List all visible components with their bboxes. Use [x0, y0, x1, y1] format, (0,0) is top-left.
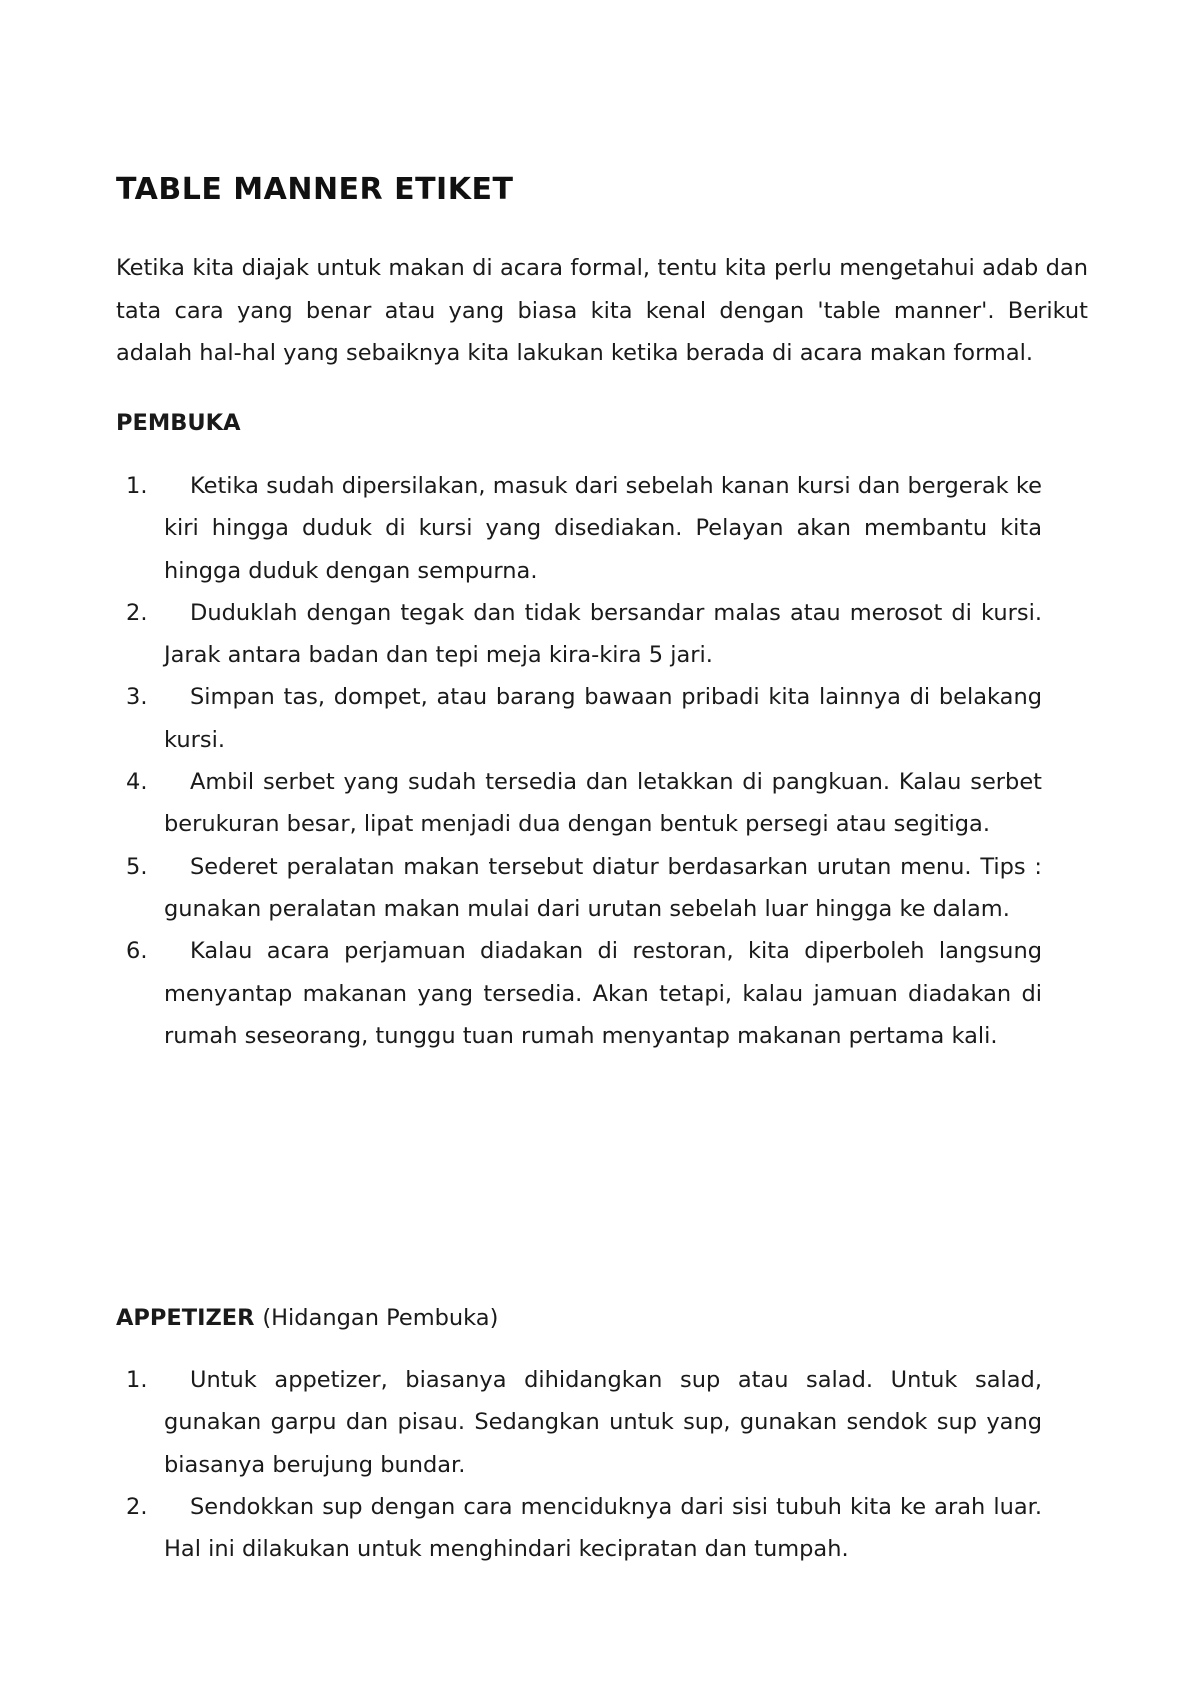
list-item-number: 1.	[126, 1367, 148, 1393]
document-title: TABLE MANNER ETIKET	[116, 172, 514, 207]
list-item	[116, 1486, 1042, 1571]
list-item-text: Simpan tas, dompet, atau barang bawaan pribadi kita lainnya di belakang kursi.	[164, 684, 1042, 753]
list-item	[116, 930, 1042, 1057]
section-heading-label: PEMBUKA	[116, 410, 241, 436]
list-item-number: 5.	[126, 853, 148, 880]
list-item-text: Untuk appetizer, biasanya dihidangkan sup atau salad. Untuk salad, gunakan garpu dan pisau. Sedangkan untuk sup, gunakan sendok sup yang biasanya berujung bundar.	[164, 1367, 1042, 1478]
intro-paragraph: Ketika kita diajak untuk makan di acara formal, tentu kita perlu mengetahui adab dan tata cara yang benar atau yang biasa kita kenal dengan 'table manner'. Berikut adalah hal-hal yang sebaiknya kita lakukan ketika berada di acara makan formal.	[116, 255, 1088, 366]
list-item-number: 3.	[126, 684, 148, 711]
section-heading-appetizer	[116, 1303, 498, 1333]
list-item	[116, 676, 1042, 761]
pembuka-list	[116, 465, 1042, 1057]
list-item-text: Sederet peralatan makan tersebut diatur berdasarkan urutan menu. Tips : gunakan peralatan makan mulai dari urutan sebelah luar hingga ke dalam.	[164, 853, 1042, 922]
list-item	[116, 761, 1042, 846]
list-item-number: 2.	[126, 1493, 148, 1520]
list-item	[116, 1359, 1042, 1486]
list-item-number: 2.	[126, 599, 148, 626]
list-item-number: 6.	[126, 938, 148, 965]
list-item	[116, 592, 1042, 677]
section-heading-pembuka	[116, 408, 241, 438]
list-item-text: Duduklah dengan tegak dan tidak bersandar malas atau merosot di kursi. Jarak antara badan dan tepi meja kira-kira 5 jari.	[164, 599, 1042, 669]
list-item-text: Ketika sudah dipersilakan, masuk dari sebelah kanan kursi dan bergerak ke kiri hingga duduk di kursi yang disediakan. Pelayan akan membantu kita hingga duduk dengan sempurna.	[164, 473, 1042, 584]
list-item-text: Ambil serbet yang sudah tersedia dan letakkan di pangkuan. Kalau serbet berukuran besar, lipat menjadi dua dengan bentuk persegi atau segitiga.	[164, 769, 1042, 838]
list-item-text: Kalau acara perjamuan diadakan di restoran, kita diperboleh langsung menyantap makanan yang tersedia. Akan tetapi, kalau jamuan diadakan di rumah seseorang, tunggu tuan rumah menyantap makanan pertama kali.	[164, 938, 1042, 1049]
list-item	[116, 846, 1042, 931]
section-heading-label: APPETIZER	[116, 1305, 255, 1331]
list-item	[116, 465, 1042, 592]
list-item-number: 1.	[126, 473, 148, 499]
appetizer-list	[116, 1359, 1042, 1570]
list-item-number: 4.	[126, 769, 148, 796]
list-item-text: Sendokkan sup dengan cara menciduknya dari sisi tubuh kita ke arah luar. Hal ini dilakukan untuk menghindari kecipratan dan tumpah.	[164, 1493, 1042, 1563]
section-subheading: (Hidangan Pembuka)	[262, 1305, 499, 1331]
